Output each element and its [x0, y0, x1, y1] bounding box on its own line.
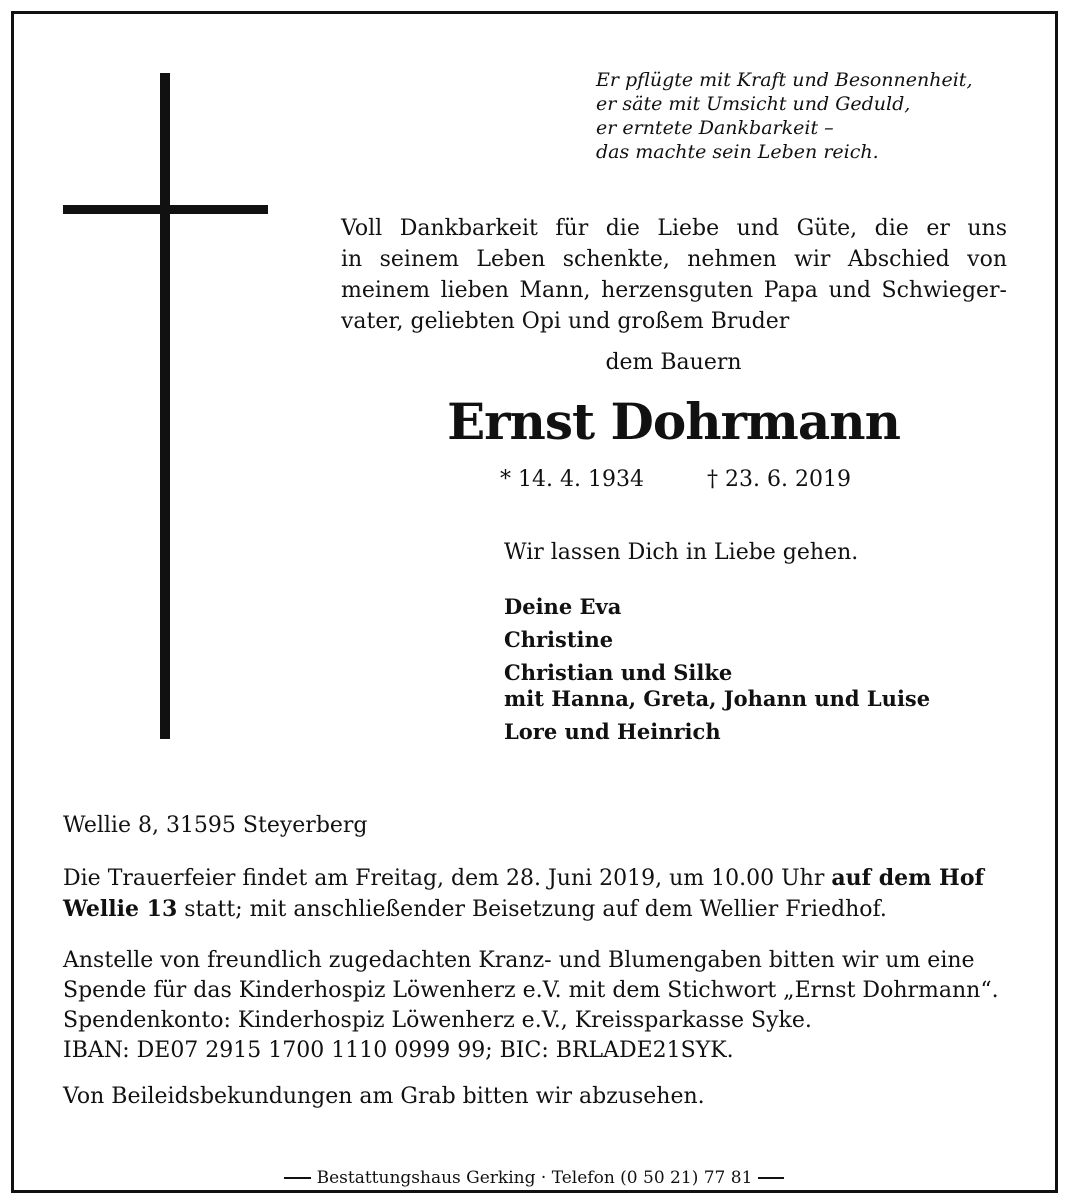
- intro-line: Voll Dankbarkeit für die Liebe und Güte, die er uns: [341, 216, 1007, 241]
- death-date: † 23. 6. 2019: [707, 467, 851, 492]
- poem-line: Er pflügte mit Kraft und Besonnenheit,: [596, 69, 973, 91]
- service-text: statt; mit anschließender Beisetzung auf dem Wellier Friedhof.: [177, 897, 887, 922]
- poem-line: das machte sein Leben reich.: [596, 141, 879, 163]
- birth-date: * 14. 4. 1934: [500, 467, 644, 492]
- service-location: auf dem Hof: [831, 865, 984, 891]
- intro-line: in seinem Leben schenkte, nehmen wir Abschied von: [341, 247, 1007, 272]
- funeral-service-info: [63, 863, 1007, 925]
- deceased-name: Ernst Dohrmann: [447, 392, 900, 451]
- poem: [596, 68, 972, 164]
- intro-line: meinem lieben Mann, herzensguten Papa und Schwieger-: [341, 278, 1007, 303]
- family-member: Christian und Silke: [504, 660, 733, 685]
- donation-line: Anstelle von freundlich zugedachten Kranz- und Blumengaben bitten wir um eine: [63, 948, 975, 973]
- condolence-note: Von Beileidsbekundungen am Grab bitten wir abzusehen.: [63, 1084, 705, 1109]
- footer: [0, 1167, 1069, 1189]
- occupation-label: dem Bauern: [605, 350, 742, 375]
- intro-text: [341, 213, 1007, 337]
- funeral-home-contact: Bestattungshaus Gerking · Telefon (0 50 21) 77 81: [311, 1168, 759, 1188]
- intro-line: vater, geliebten Opi und großem Bruder: [341, 309, 790, 334]
- service-location: Wellie 13: [63, 896, 178, 922]
- cross-horizontal-bar: [63, 205, 268, 214]
- family-member: mit Hanna, Greta, Johann und Luise: [504, 686, 931, 711]
- family-member: Lore und Heinrich: [504, 719, 721, 744]
- farewell-line: Wir lassen Dich in Liebe gehen.: [504, 540, 859, 565]
- donation-info: [63, 946, 1007, 1066]
- service-line: [63, 863, 1007, 894]
- service-line: [63, 894, 1007, 925]
- family-member: Deine Eva: [504, 594, 622, 619]
- service-text: Die Trauerfeier findet am Freitag, dem 28. Juni 2019, um 10.00 Uhr: [63, 866, 832, 891]
- family-list: [504, 592, 930, 747]
- donation-line: Spende für das Kinderhospiz Löwenherz e.V. mit dem Stichwort „Ernst Dohrmann“.: [63, 978, 999, 1003]
- donation-line: IBAN: DE07 2915 1700 1110 0999 99; BIC: BRLADE21SYK.: [63, 1038, 734, 1063]
- poem-line: er säte mit Umsicht und Geduld,: [596, 93, 911, 115]
- donation-line: Spendenkonto: Kinderhospiz Löwenherz e.V., Kreissparkasse Syke.: [63, 1008, 812, 1033]
- family-member: Christine: [504, 627, 614, 652]
- poem-line: er erntete Dankbarkeit –: [596, 117, 834, 139]
- address: Wellie 8, 31595 Steyerberg: [63, 813, 368, 838]
